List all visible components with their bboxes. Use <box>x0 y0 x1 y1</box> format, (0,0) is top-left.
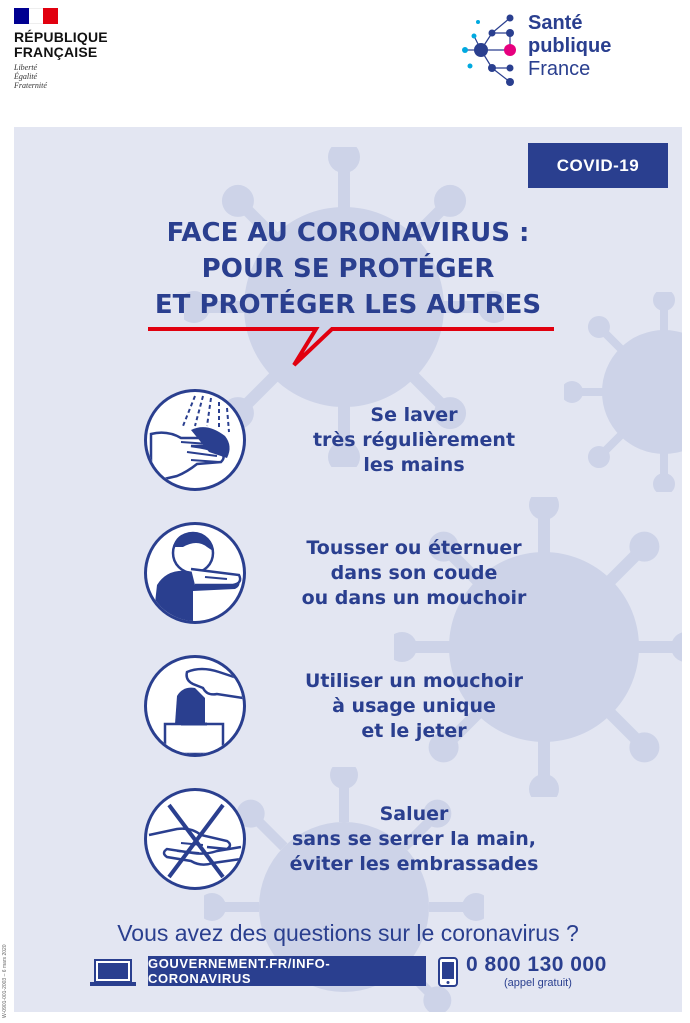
gesture-line: très régulièrement <box>312 428 516 451</box>
reference-code: W-0901-001-2003 – 6 mars 2020 <box>2 944 8 1018</box>
motto-fraternite: Fraternité <box>14 81 47 90</box>
spf-line3: France <box>528 58 591 80</box>
gesture-no-handshake <box>144 788 654 908</box>
poster-title <box>14 215 682 323</box>
speech-bubble-underline <box>146 322 556 372</box>
gesture-line: Utiliser un mouchoir <box>305 669 523 692</box>
laptop-icon <box>90 959 136 987</box>
spf-line1: Santé <box>528 12 583 34</box>
republique-name <box>14 30 154 60</box>
republique-line1: RÉPUBLIQUE <box>14 29 108 45</box>
hand-washing-icon <box>144 389 246 491</box>
gesture-text <box>264 655 564 757</box>
poster-panel <box>14 127 682 1012</box>
gesture-cough-elbow <box>144 522 654 642</box>
spf-line2: publique <box>528 35 612 57</box>
gesture-line: éviter les embrassades <box>289 852 539 875</box>
title-line3: ET PROTÉGER LES AUTRES <box>154 290 542 320</box>
gesture-hand-washing <box>144 389 654 509</box>
tissue-icon <box>144 655 246 757</box>
gesture-line: ou dans un mouchoir <box>301 586 527 609</box>
gesture-line: à usage unique <box>332 694 496 717</box>
gesture-text <box>264 788 564 890</box>
motto-egalite: Égalité <box>14 72 38 81</box>
gesture-text <box>264 522 564 624</box>
republique-motto <box>14 63 154 90</box>
molecule-icon <box>460 10 526 90</box>
republique-francaise-logo <box>14 8 154 90</box>
cough-elbow-icon <box>144 522 246 624</box>
gesture-line: Se laver <box>370 403 458 426</box>
motto-liberte: Liberté <box>14 63 38 72</box>
republique-line2: FRANÇAISE <box>14 44 98 60</box>
phone-note: (appel gratuit) <box>504 977 572 989</box>
sante-publique-france-logo <box>460 10 660 90</box>
gesture-tissue <box>144 655 654 775</box>
phone-number[interactable]: 0 800 130 000 <box>466 953 607 976</box>
no-handshake-icon <box>144 788 246 890</box>
gesture-line: Saluer <box>379 802 449 825</box>
gesture-line: dans son coude <box>330 561 498 584</box>
gesture-line: sans se serrer la main, <box>291 827 537 850</box>
gesture-line: les mains <box>363 453 465 476</box>
sante-publique-france-wordmark <box>528 12 611 81</box>
gesture-line: et le jeter <box>361 719 467 742</box>
french-flag-icon <box>14 8 58 24</box>
title-line1: FACE AU CORONAVIRUS : <box>166 218 530 248</box>
gesture-line: Tousser ou éternuer <box>306 536 522 559</box>
info-coronavirus-link[interactable]: GOUVERNEMENT.FR/INFO-CORONAVIRUS <box>148 956 426 986</box>
title-line2: POUR SE PROTÉGER <box>201 254 495 284</box>
gesture-text <box>264 389 564 491</box>
smartphone-icon <box>438 957 458 987</box>
covid-badge: COVID-19 <box>528 143 668 188</box>
questions-heading: Vous avez des questions sur le coronavirus ? <box>117 920 579 946</box>
